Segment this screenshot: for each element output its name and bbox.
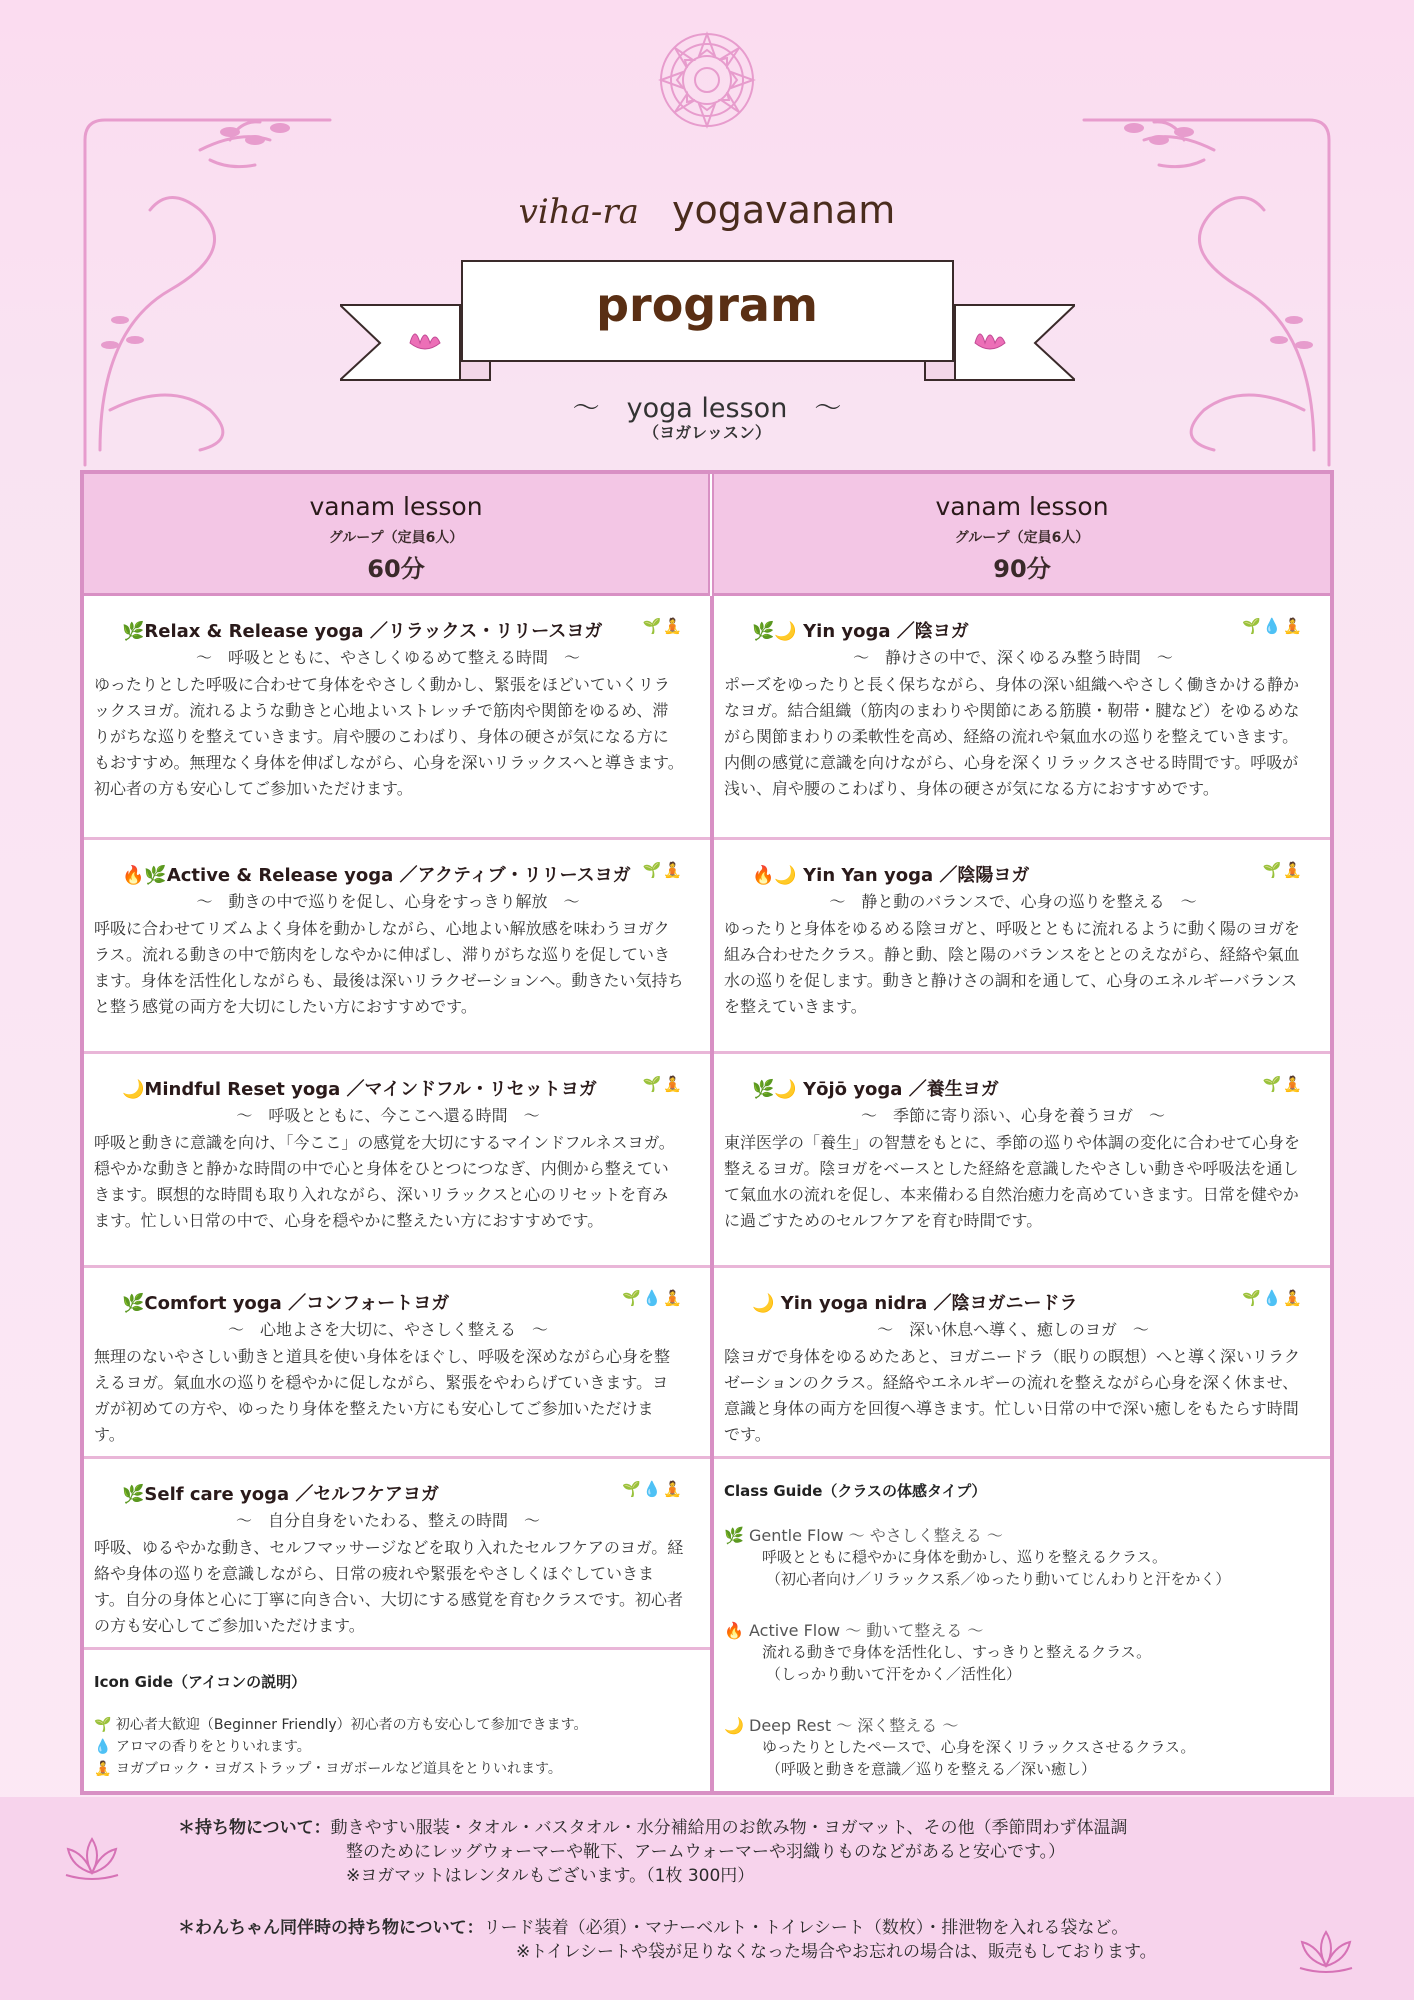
class-feature-icons: 🌱💧🧘 [621,1480,684,1498]
icon-guide-row: 🧘 ヨガブロック・ヨガストラップ・ヨガボールなど道具をとりいれます。 [94,1761,562,1777]
mat-rental-note: ※ヨガマットはレンタルもございます。（1枚 300円） [346,1866,755,1886]
class-type-icon: 🔥🌿 [122,865,167,886]
class-guide-note: （呼吸と動きを意識／巡りを整える／深い癒し） [766,1760,1097,1778]
class-guide-heading: 🌙 Deep Rest ～ 深く整える ～ [724,1716,959,1735]
column-header-60 [84,474,710,596]
class-title: 🌙 Yin yoga nidra ／陰ヨガニードラ 🌱💧🧘 [752,1289,1304,1314]
icon-guide [84,1653,710,1791]
page-subtitle-jp: （ヨガレッスン） [643,423,771,442]
belongings-line2: 整のためにレッグウォーマーや靴下、アームウォーマーや羽織りものなどがあると安心です。） [346,1842,1066,1862]
class-card-yojo [714,1057,1330,1268]
leaf-icon: 🌿 [724,1526,744,1545]
class-type-icon: 🌙 [122,1079,145,1100]
class-type-icon: 🌿🌙 [752,1079,797,1100]
class-title: 🌿🌙 Yin yoga ／陰ヨガ 🌱💧🧘 [752,617,1304,642]
class-description: 東洋医学の「養生」の智慧をもとに、季節の巡りや体調の変化に合わせて心身を整えるヨガ。陰ヨガをベースとした経絡を意識したやさしい動きや呼吸法を通して氣血水の流れを促し、本来備わる自然治癒力を高めていきます。日常を健やかに過ごすためのセルフケアを育む時間です。 [724,1133,1301,1230]
class-title: 🌿🌙 Yōjō yoga ／養生ヨガ 🌱🧘 [752,1075,1304,1100]
class-type-icon: 🌙 [752,1293,775,1314]
column-name: vanam lesson [309,492,483,521]
brand-logo [0,188,1414,232]
class-description: 陰ヨガで身体をゆるめたあと、ヨガニードラ（眠りの瞑想）へと導く深いリラクゼーションのクラス。経絡やエネルギーの流れを整えながら心身を深く休ませ、意識と身体の両方を回復へ導きます。忙しい日常の中で深い癒しをもたらす時間です。 [724,1347,1301,1444]
class-feature-icons: 🌱🧘 [1262,1075,1304,1093]
icon-guide-row: 🌱 初心者大歓迎（Beginner Friendly）初心者の方も安心して参加できます。 [94,1717,588,1733]
class-card-relax-release [84,599,710,840]
class-guide-note: （初心者向け／リラックス系／ゆったり動いてじんわりと汗をかく） [766,1570,1231,1588]
class-feature-icons: 🌱🧘 [642,617,684,635]
class-type-icon: 🌿🌙 [752,621,797,642]
class-guide-desc: 流れる動きで身体を活性化し、すっきりと整えるクラス。 [762,1643,1152,1661]
class-guide-desc: 呼吸とともに穏やかに身体を動かし、巡りを整えるクラス。 [762,1548,1168,1566]
dog-sale-note: ※トイレシートや袋が足りなくなった場合やお忘れの場合は、販売もしております。 [516,1942,1157,1962]
class-guide-desc: ゆったりとしたペースで、心身を深くリラックスさせるクラス。 [762,1738,1196,1756]
class-guide-note: （しっかり動いて汗をかく／活性化） [766,1665,1022,1683]
icon-guide-row: 💧 アロマの香りをとりいれます。 [94,1739,311,1755]
lotus-icon [62,1835,122,1881]
class-card-yin [714,599,1330,840]
class-tagline: ～ 静けさの中で、深くゆるみ整う時間 ～ [853,648,1173,667]
page-subtitle: ～ yoga lesson ～ [572,393,842,424]
dog-belongings-note: ＊わんちゃん同伴時の持ち物について：リード装着（必須）・マナーベルト・トイレシート（数枚）・排泄物を入れる袋など。 [178,1918,1129,1938]
droplet-icon: 💧 [94,1739,112,1755]
column-duration: 90分 [993,555,1051,583]
class-tagline: ～ 動きの中で巡りを促し、心身をすっきり解放 ～ [196,892,580,911]
column-header-90 [712,474,1330,596]
class-type-icon: 🌿 [122,1484,145,1505]
class-title: 🌿Self care yoga ／セルフケアヨガ 🌱💧🧘 [122,1480,684,1505]
class-guide [714,1462,1330,1791]
class-description: 呼吸に合わせてリズムよく身体を動かしながら、心地よい解放感を味わうヨガクラス。流れる動きの中で筋肉をしなやかに伸ばし、滞りがちな巡りを促していきます。身体を活性化しながらも、最後は深いリラクゼーションへ。動きたい気持ちと整う感覚の両方を大切にしたい方におすすめです。 [94,919,684,1016]
class-type-icon: 🔥🌙 [752,865,797,886]
brand-viha: viha-ra [518,192,639,232]
page-title: program [596,278,818,332]
belongings-note: ＊持ち物について：動きやすい服装・タオル・バスタオル・水分補給用のお飲み物・ヨガマット、その他（季節問わず体温調 [178,1818,1128,1838]
column-group: グループ（定員6人） [328,530,464,546]
column-duration: 60分 [367,555,425,583]
class-title: 🌿Comfort yoga ／コンフォートヨガ 🌱💧🧘 [122,1289,684,1314]
fire-icon: 🔥 [724,1621,744,1640]
class-tagline: ～ 静と動のバランスで、心身の巡りを整える ～ [829,892,1197,911]
class-card-active-release [84,843,710,1054]
class-card-yin-yan [714,843,1330,1054]
mandala-ornament [657,30,757,130]
class-tagline: ～ 呼吸とともに、やさしくゆるめて整える時間 ～ [195,648,580,667]
belongings-label: ＊持ち物について： [178,1818,331,1838]
class-feature-icons: 🌱🧘 [642,861,684,879]
class-tagline: ～ 呼吸とともに、今ここへ還る時間 ～ [236,1106,540,1125]
class-feature-icons: 🌱💧🧘 [1241,617,1304,635]
class-guide-heading: 🌿 Gentle Flow ～ やさしく整える ～ [724,1526,1003,1545]
class-tagline: ～ 深い休息へ導く、癒しのヨガ ～ [877,1320,1149,1339]
class-type-icon: 🌿 [122,1293,145,1314]
class-feature-icons: 🌱💧🧘 [1241,1289,1304,1307]
class-feature-icons: 🌱💧🧘 [621,1289,684,1307]
class-guide-heading: 🔥 Active Flow ～ 動いて整える ～ [724,1621,984,1640]
class-card-comfort [84,1271,710,1459]
brand-yogavanam: yogavanam [672,188,896,232]
sprout-icon: 🌱 [94,1717,112,1733]
class-description: ゆったりとした呼吸に合わせて身体をやさしく動かし、緊張をほどいていくリラックスヨガ。流れるような動きと心地よいストレッチで筋肉や関節をゆるめ、滞りがちな巡りを整えていきます。肩や腰のこわばり、身体の硬さが気になる方にもおすすめ。無理なく身体を伸ばしながら、心身を深いリラックスへと導きます。初心者の方も安心してご参加いただけます。 [94,675,684,798]
class-type-icon: 🌿 [122,621,145,642]
class-card-self-care [84,1462,710,1650]
class-tagline: ～ 心地よさを大切に、やさしく整える ～ [227,1320,548,1339]
class-title: 🔥🌙 Yin Yan yoga ／陰陽ヨガ 🌱🧘 [752,861,1304,886]
class-description: ポーズをゆったりと長く保ちながら、身体の深い組織へやさしく働きかける静かなヨガ。結合組織（筋肉のまわりや関節にある筋膜・靭帯・腱など）をゆるめながら関節まわりの柔軟性を高め、経絡の流れや氣血水の巡りを整えていきます。内側の感覚に意識を向けながら、心身を深くリラックスさせる時間です。呼吸が浅い、肩や腰のこわばり、身体の硬さが気になる方におすすめです。 [724,675,1300,798]
class-title: 🌿Relax & Release yoga ／リラックス・リリースヨガ 🌱🧘 [122,617,684,642]
column-name: vanam lesson [935,492,1109,521]
class-tagline: ～ 季節に寄り添い、心身を養うヨガ ～ [860,1106,1165,1125]
class-feature-icons: 🌱🧘 [1262,861,1304,879]
dog-belongings-label: ＊わんちゃん同伴時の持ち物について： [178,1918,484,1938]
class-description: 呼吸、ゆるやかな動き、セルフマッサージなどを取り入れたセルフケアのヨガ。経絡や身体の巡りを意識しながら、日常の疲れや緊張をやさしくほぐしていきます。自分の身体と心に丁寧に向き合い、大切にする感覚を育むクラスです。初心者の方も安心してご参加いただけます。 [94,1538,684,1635]
class-title: 🔥🌿Active & Release yoga ／アクティブ・リリースヨガ 🌱🧘 [122,861,684,886]
moon-icon: 🌙 [724,1716,744,1735]
class-guide-title: Class Guide（クラスの体感タイプ） [724,1482,987,1500]
class-card-yin-nidra [714,1271,1330,1459]
column-group: グループ（定員6人） [954,530,1090,546]
class-description: 無理のないやさしい動きと道具を使い身体をほぐし、呼吸を深めながら心身を整えるヨガ。氣血水の巡りを穏やかに促しながら、緊張をやわらげていきます。ヨガが初めての方や、ゆったり身体を整えたい方にも安心してご参加いただけます。 [94,1347,671,1444]
class-tagline: ～ 自分自身をいたわる、整えの時間 ～ [235,1511,540,1530]
class-feature-icons: 🌱🧘 [642,1075,684,1093]
class-description: 呼吸と動きに意識を向け、「今ここ」の感覚を大切にするマインドフルネスヨガ。穏やかな動きと静かな時間の中で心と身体をひとつにつなぎ、内側から整えていきます。瞑想的な時間も取り入れながら、深いリラックスと心のリセットを育みます。忙しい日常の中で、心身を穏やかに整えたい方におすすめです。 [94,1133,675,1230]
yoga-block-icon: 🧘 [94,1761,112,1777]
class-title: 🌙Mindful Reset yoga ／マインドフル・リセットヨガ 🌱🧘 [122,1075,684,1100]
class-description: ゆったりと身体をゆるめる陰ヨガと、呼吸とともに流れるように動く陽のヨガを組み合わせたクラス。静と動、陰と陽のバランスをととのえながら、経絡や氣血水の巡りを促します。動きと静けさの調和を通して、心身のエネルギーバランスを整えていきます。 [724,919,1300,1016]
class-card-mindful-reset [84,1057,710,1268]
icon-guide-title: Icon Gide（アイコンの説明） [94,1673,307,1691]
